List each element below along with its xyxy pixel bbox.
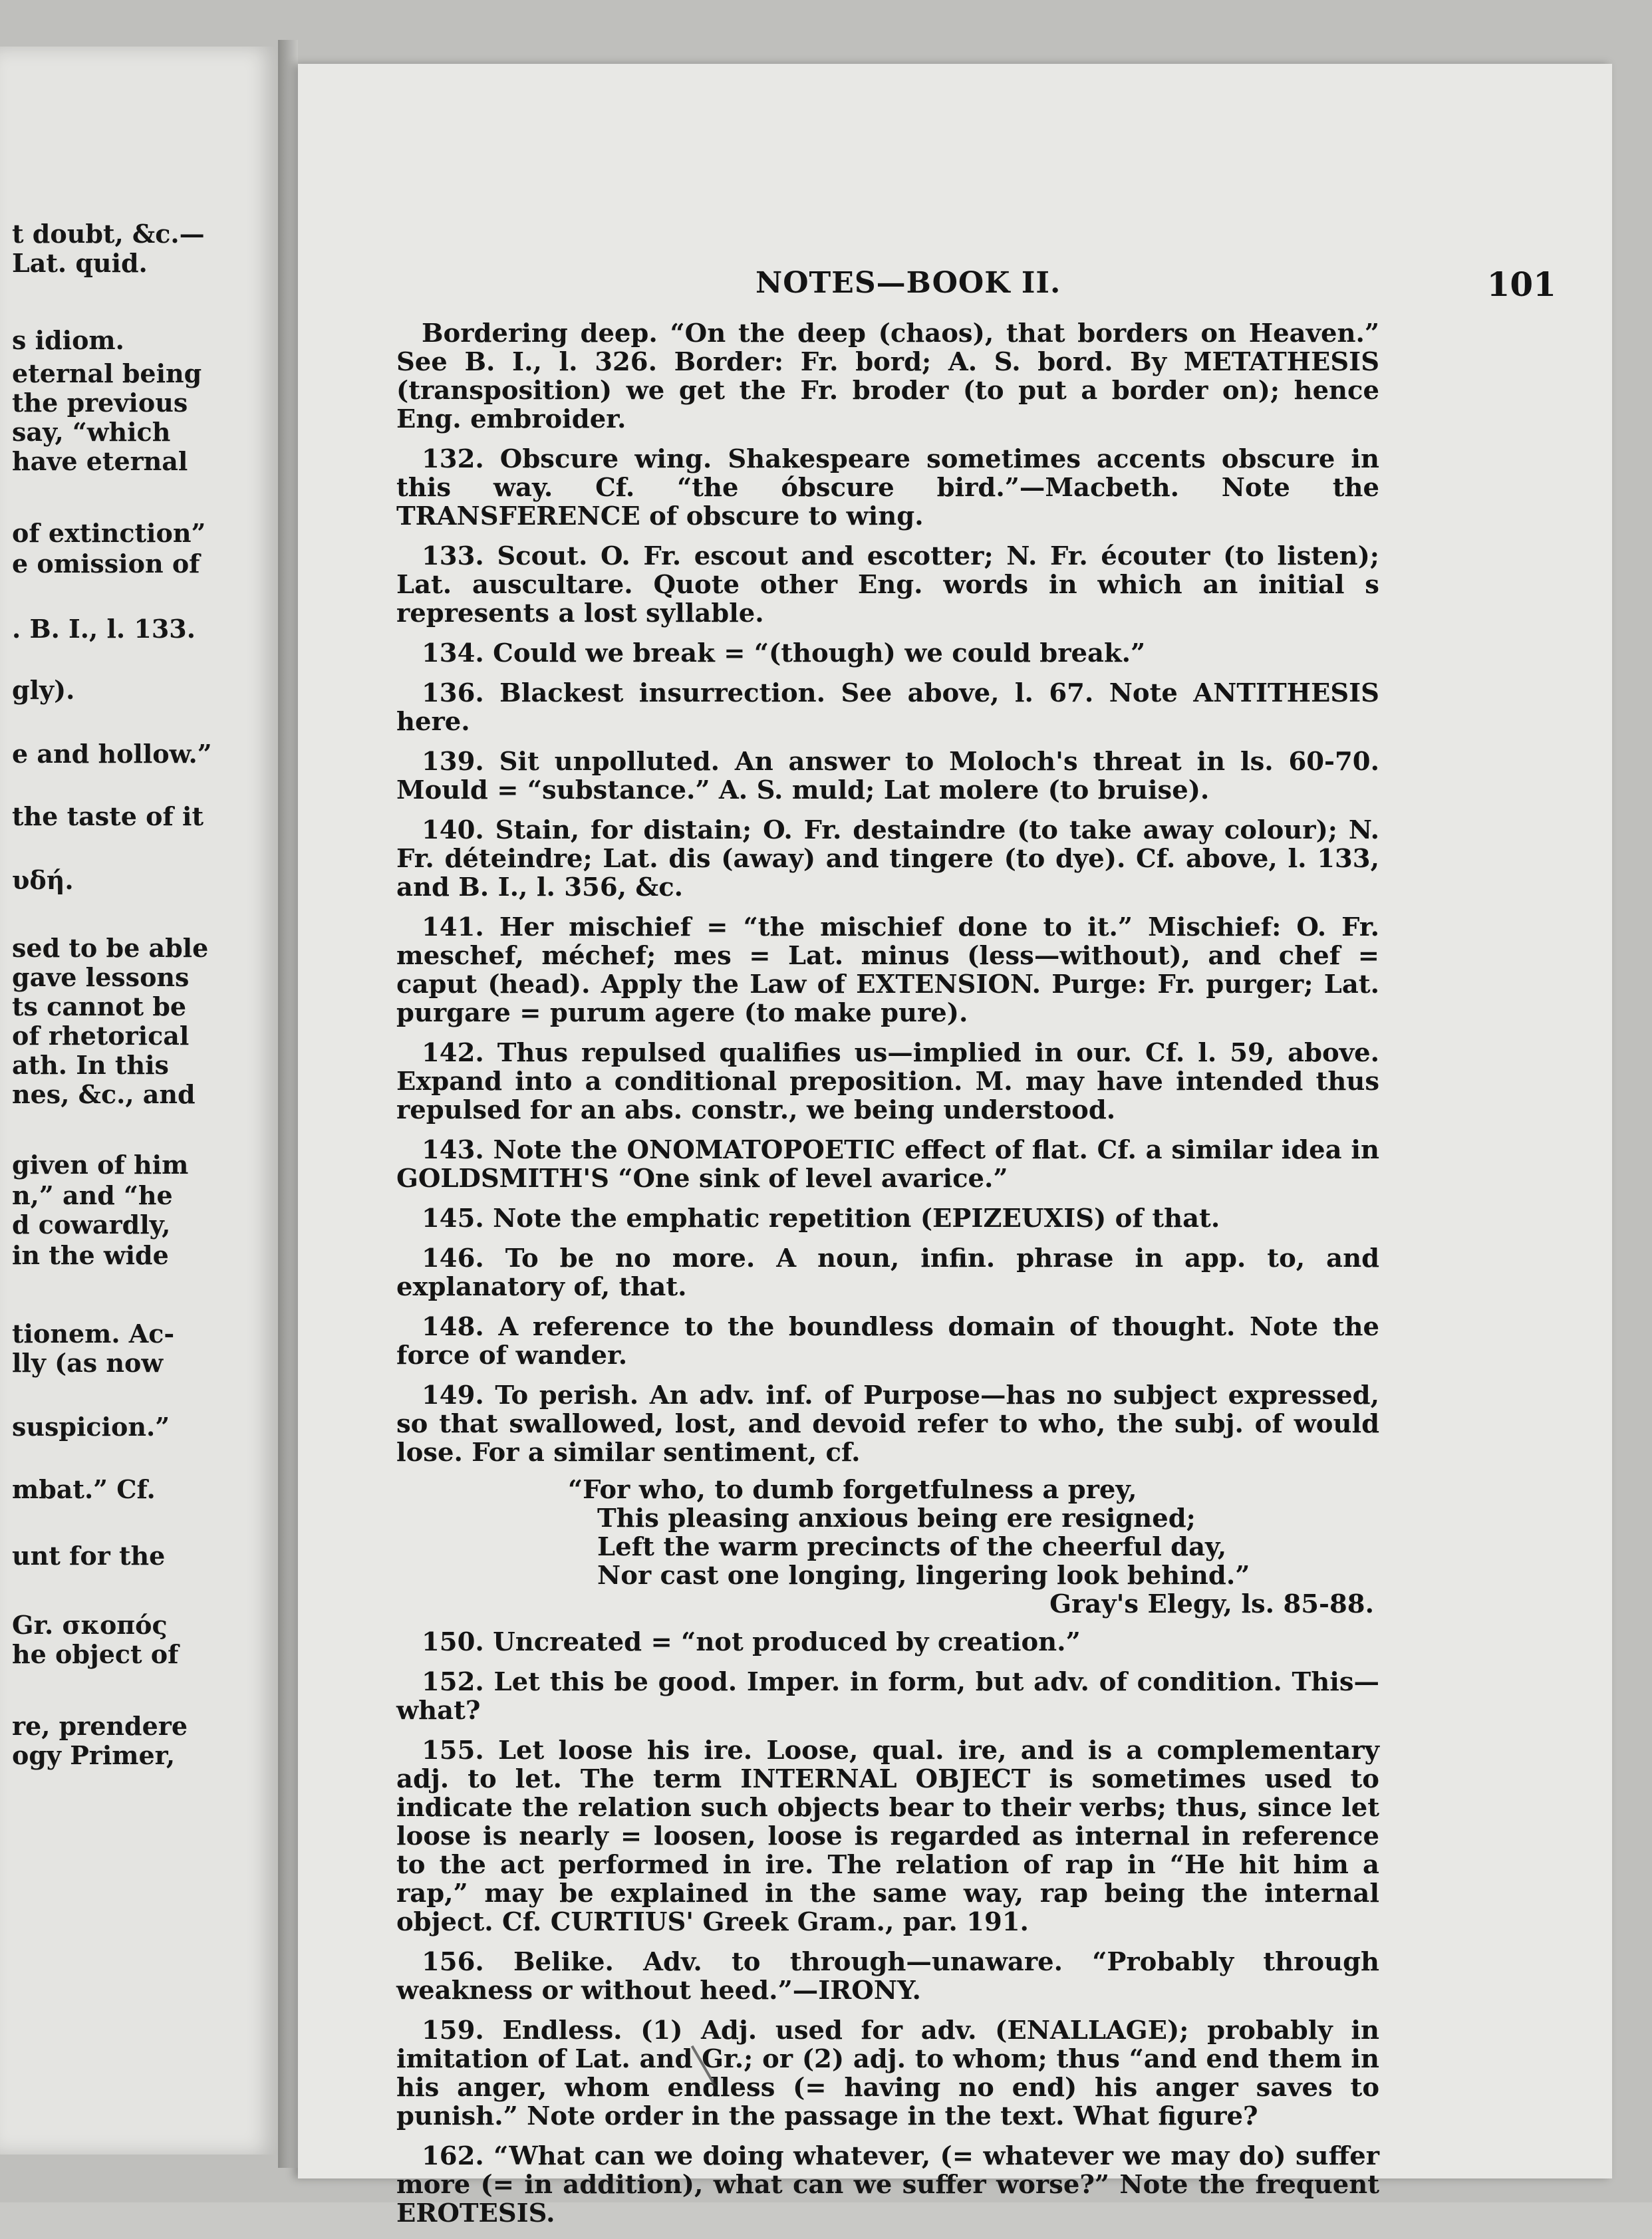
left-page-fragment: in the wide — [12, 1240, 169, 1270]
note-paragraph: 152. Let this be good. Imper. in form, but adv. of condition. This—what? — [396, 1667, 1379, 1726]
left-page-fragment: say, “which — [12, 417, 171, 447]
left-page-fragment: mbat.” Cf. — [12, 1474, 156, 1504]
left-page-fragment: s idiom. — [12, 325, 124, 355]
left-page-fragment: t doubt, &c.— — [12, 219, 205, 249]
left-page-fragment: lly (as now — [12, 1348, 164, 1378]
note-paragraph: 162. “What can we doing whatever, (= whatever we may do) suffer more (= in addition), what can we suffer worse?” Note the frequent EROTESIS. — [396, 2141, 1379, 2228]
note-paragraph: 139. Sit unpolluted. An answer to Moloch's threat in ls. 60-70. Mould = “substance.” A. S. muld; Lat molere (to bruise). — [396, 747, 1379, 805]
left-page-fragment: ts cannot be — [12, 991, 187, 1021]
quote-line: “For who, to dumb forgetfulness a prey, — [568, 1475, 1137, 1505]
right-page — [298, 64, 1612, 2228]
left-page-fragment: ath. In this — [12, 1050, 169, 1080]
note-paragraph: 155. Let loose his ire. Loose, qual. ire, and is a complementary adj. to let. The term INTERNAL OBJECT is sometimes used to indicate the relation such objects bear to their verbs; thus, since let loose is nearly = loosen, loose is regarded as internal in reference to the act performed in ire. The relation of rap in “He hit him a rap,” may be explained in the same way, rap being the internal object. Cf. CURTIUS' Greek Gram., par. 191. — [396, 1736, 1379, 1937]
left-page-fragment: Lat. quid. — [12, 248, 148, 278]
note-paragraph: 143. Note the ONOMATOPOETIC effect of flat. Cf. a similar idea in GOLDSMITH'S “One sink of level avarice.” — [396, 1135, 1379, 1194]
note-paragraph: 150. Uncreated = “not produced by creation.” — [422, 1627, 1081, 1657]
poem-quotation — [396, 1476, 1379, 1619]
left-page-fragment: given of him — [12, 1150, 189, 1180]
quote-line: Nor cast one longing, lingering look behind.” — [597, 1561, 1250, 1591]
left-page-fragment: d cowardly, — [12, 1210, 171, 1240]
page-number: 101 — [1486, 265, 1556, 304]
left-page-fragment: ogy Primer, — [12, 1740, 176, 1770]
left-page-fragment: have eternal — [12, 446, 188, 476]
note-paragraph: 136. Blackest insurrection. See above, l. 67. Note ANTITHESIS here. — [396, 678, 1379, 737]
note-paragraph: 141. Her mischief = “the mischief done to it.” Mischief: O. Fr. meschef, méchef; mes = Lat. minus (less—without), and chef = caput (head). Apply the Law of EXTENSION. Purge: Fr. purger; Lat. purgare = purum agere (to make pure). — [396, 912, 1379, 1028]
note-paragraph: 132. Obscure wing. Shakespeare sometimes accents obscure in this way. Cf. “the óbscure bird.”—Macbeth. Note the TRANSFERENCE of obscure to wing. — [396, 444, 1379, 531]
left-page-fragment: suspicion.” — [12, 1412, 170, 1442]
note-paragraph: 142. Thus repulsed qualifies us—implied in our. Cf. l. 59, above. Expand into a conditional preposition. M. may have intended thus repulsed for an abs. constr., we being understood. — [396, 1038, 1379, 1125]
left-page-fragment: gave lessons — [12, 962, 190, 992]
quote-line: Left the warm precincts of the cheerful day, — [597, 1532, 1227, 1562]
left-page-fragment: the taste of it — [12, 801, 204, 831]
left-page-fragment: nes, &c., and — [12, 1079, 196, 1109]
note-paragraph: 133. Scout. O. Fr. escout and escotter; N. Fr. écouter (to listen); Lat. auscultare. Quote other Eng. words in which an initial s represents a lost syllable. — [396, 541, 1379, 628]
left-page-fragment: υδή. — [12, 865, 74, 895]
left-page-fragment: he object of — [12, 1639, 179, 1669]
running-head: NOTES—BOOK II. — [756, 266, 1061, 300]
note-paragraph: 156. Belike. Adv. to through—unaware. “Probably through weakness or without heed.”—IRONY. — [396, 1947, 1379, 2006]
left-page-fragment: . B. I., l. 133. — [12, 614, 196, 644]
note-paragraph: 149. To perish. An adv. inf. of Purpose—has no subject expressed, so that swallowed, lost, and devoid refer to who, the subj. of would lose. For a similar sentiment, cf. — [396, 1381, 1379, 1468]
left-page-fragment: tionem. Ac- — [12, 1319, 175, 1349]
page-header — [298, 263, 1612, 303]
left-page-fragment: gly). — [12, 675, 75, 705]
book-gutter — [278, 40, 298, 2168]
note-paragraph: 159. Endless. (1) Adj. used for adv. (ENALLAGE); probably in imitation of Lat. and Gr.; or (2) adj. to whom; thus “and end them in his anger, whom endless (= having no end) his anger saves to punish.” Note order in the passage in the text. What figure? — [396, 2016, 1379, 2131]
left-page-fragment: e omission of — [12, 549, 200, 579]
left-page-fragment: of extinction” — [12, 518, 206, 548]
note-paragraph: 145. Note the emphatic repetition (EPIZEUXIS) of that. — [422, 1204, 1220, 1234]
note-paragraph: Bordering deep. “On the deep (chaos), that borders on Heaven.” See B. I., l. 326. Border: Fr. bord; A. S. bord. By METATHESIS (transposition) we get the Fr. broder (to put a border on); hence Eng. embroider. — [396, 319, 1379, 434]
left-page-fragment: eternal being — [12, 358, 202, 388]
quote-line: This pleasing anxious being ere resigned; — [597, 1504, 1196, 1533]
notes-list — [396, 319, 1379, 1467]
note-paragraph: 134. Could we break = “(though) we could break.” — [422, 638, 1146, 668]
left-page-fragment: n,” and “he — [12, 1180, 173, 1210]
notes-list-continued — [396, 1628, 1379, 2228]
left-page-fragment: sed to be able — [12, 933, 209, 963]
left-page-fragment: e and hollow.” — [12, 739, 212, 769]
quote-citation: Gray's Elegy, ls. 85-88. — [1049, 1589, 1374, 1619]
left-page-fragment: the previous — [12, 388, 188, 418]
left-page-fragment: unt for the — [12, 1541, 166, 1571]
left-page — [0, 47, 278, 2155]
left-page-fragment: Gr. σκοπός — [12, 1610, 168, 1640]
note-paragraph: 146. To be no more. A noun, infin. phrase in app. to, and explanatory of, that. — [396, 1244, 1379, 1302]
left-page-fragment: of rhetorical — [12, 1021, 190, 1051]
note-paragraph: 148. A reference to the boundless domain of thought. Note the force of wander. — [396, 1312, 1379, 1371]
notes-body — [396, 319, 1379, 2239]
note-paragraph: 140. Stain, for distain; O. Fr. destaindre (to take away colour); N. Fr. déteindre; Lat. dis (away) and tingere (to dye). Cf. above, l. 133, and B. I., l. 356, &c. — [396, 815, 1379, 902]
left-page-fragment: re, prendere — [12, 1711, 188, 1741]
